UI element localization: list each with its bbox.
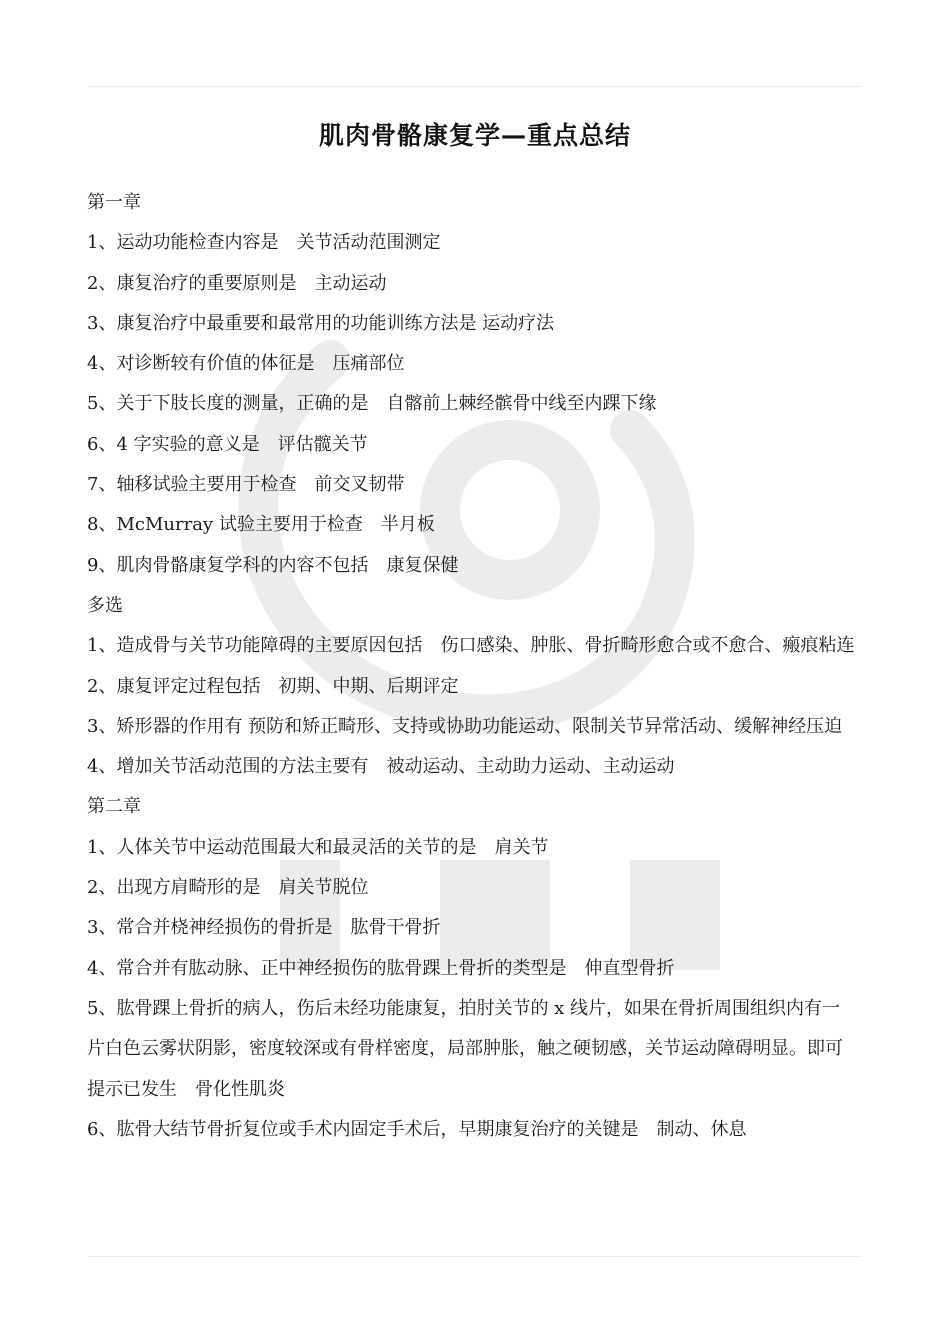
question-line: 2、出现方肩畸形的是 肩关节脱位 bbox=[87, 877, 369, 899]
question-line: 1、人体关节中运动范围最大和最灵活的关节的是 肩关节 bbox=[87, 836, 549, 858]
question-line: 8、McMurray 试验主要用于检查 半月板 bbox=[87, 514, 435, 536]
question-line: 4、常合并有肱动脉、正中神经损伤的肱骨踝上骨折的类型是 伸直型骨折 bbox=[87, 957, 675, 979]
question-line: 6、4 字实验的意义是 评估髋关节 bbox=[87, 433, 368, 455]
question-line: 1、运动功能检查内容是 关节活动范围测定 bbox=[87, 232, 441, 254]
question-line: 3、常合并桡神经损伤的骨折是 肱骨干骨折 bbox=[87, 917, 441, 939]
question-line: 5、肱骨踝上骨折的病人，伤后未经功能康复，拍肘关节的 x 线片，如果在骨折周围组织内有一片白色云雾状阴影，密度较深或有骨样密度，局部肿胀，触之硬韧感，关节运动障碍明显。即可提示已发生 骨化性肌炎 bbox=[87, 997, 843, 1100]
question-line: 3、矫形器的作用有 预防和矫正畸形、支持或协助功能运动、限制关节异常活动、缓解神经压迫 bbox=[87, 715, 843, 737]
top-divider bbox=[88, 86, 862, 87]
question-line: 6、肱骨大结节骨折复位或手术内固定手术后，早期康复治疗的关键是 制动、休息 bbox=[87, 1118, 747, 1140]
question-line: 4、增加关节活动范围的方法主要有 被动运动、主动助力运动、主动运动 bbox=[87, 756, 675, 778]
question-line: 2、康复治疗的重要原则是 主动运动 bbox=[87, 272, 387, 294]
question-line: 1、造成骨与关节功能障碍的主要原因包括 伤口感染、肿胀、骨折畸形愈合或不愈合、瘢痕粘连 bbox=[87, 635, 855, 657]
question-line: 3、康复治疗中最重要和最常用的功能训练方法是 运动疗法 bbox=[87, 312, 555, 334]
question-line: 4、对诊断较有价值的体征是 压痛部位 bbox=[87, 353, 405, 375]
question-line: 2、康复评定过程包括 初期、中期、后期评定 bbox=[87, 675, 459, 697]
document-body bbox=[87, 183, 857, 1150]
page-title: 肌肉骨骼康复学—重点总结 bbox=[318, 121, 631, 150]
question-line: 7、轴移试验主要用于检查 前交叉韧带 bbox=[87, 474, 405, 496]
section-heading: 多选 bbox=[87, 594, 123, 616]
section-heading: 第一章 bbox=[87, 192, 141, 213]
question-line: 5、关于下肢长度的测量，正确的是 自髂前上棘经髌骨中线至内踝下缘 bbox=[87, 393, 657, 415]
bottom-divider bbox=[88, 1256, 862, 1257]
section-heading: 第二章 bbox=[87, 796, 141, 818]
question-line: 9、肌肉骨骼康复学科的内容不包括 康复保健 bbox=[87, 554, 459, 576]
